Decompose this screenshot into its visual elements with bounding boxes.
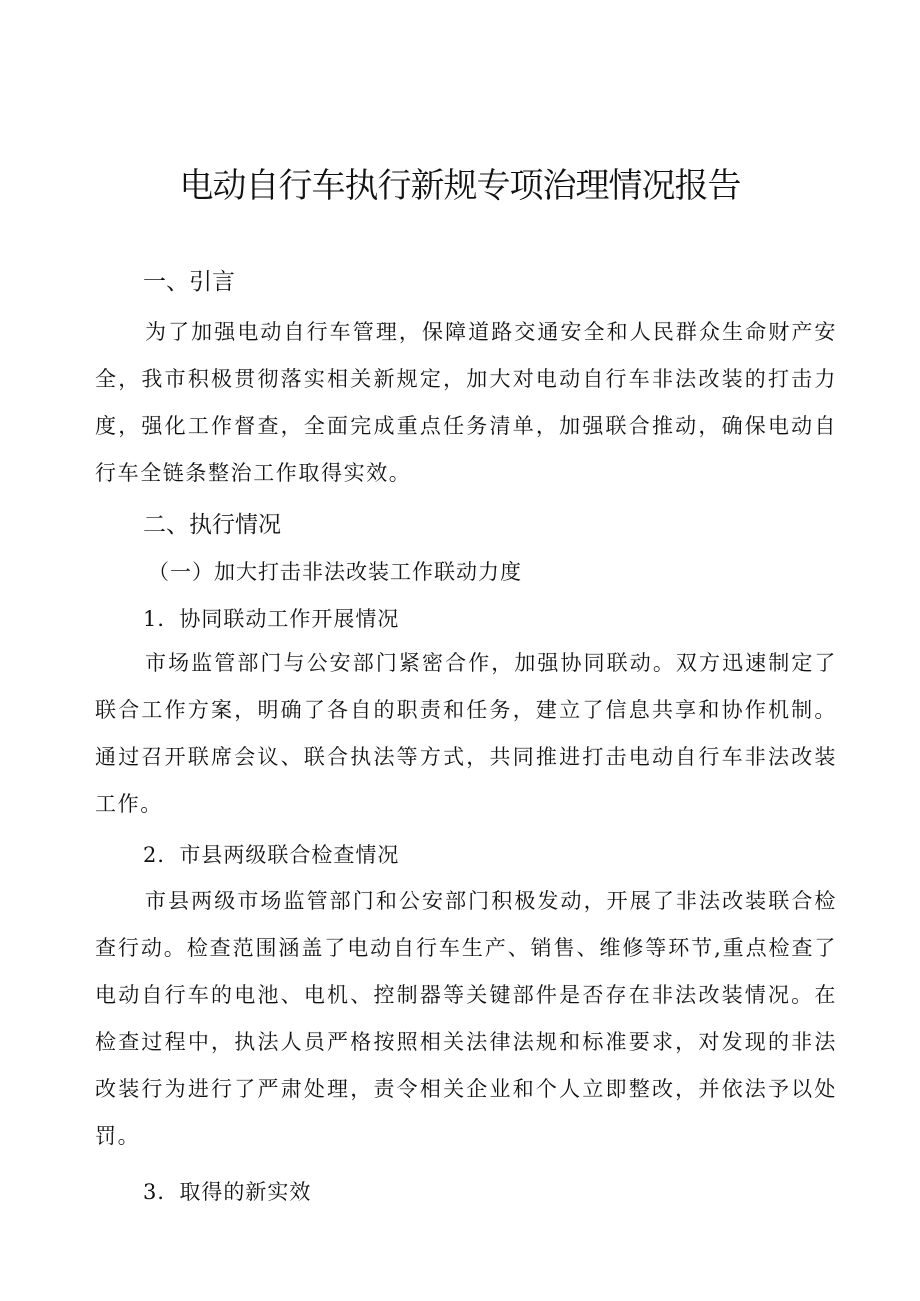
item-1-paragraph: 市场监管部门与公安部门紧密合作，加强协同联动。双方迅速制定了联合工作方案，明确了各自的职责和任务，建立了信息共享和协作机制。通过召开联席会议、联合执法等方式，共同推进打击电动自行车非法改装工作。 bbox=[95, 651, 837, 816]
subsection-heading-1: （一）加大打击非法改装工作联动力度 bbox=[148, 560, 522, 584]
item-heading-2: 2．市县两级联合检查情况 bbox=[143, 843, 400, 867]
item-heading-1: 1．协同联动工作开展情况 bbox=[143, 607, 400, 631]
intro-paragraph: 为了加强电动自行车管理，保障道路交通安全和人民群众生命财产安全，我市积极贯彻落实相关新规定，加大对电动自行车非法改装的打击力度，强化工作督查，全面完成重点任务清单，加强联合推动，确保电动自行车全链条整治工作取得实效。 bbox=[95, 320, 837, 485]
section-heading-intro: 一、引言 bbox=[143, 269, 235, 295]
document-title: 电动自行车执行新规专项治理情况报告 bbox=[179, 166, 741, 206]
section-heading-execution: 二、执行情况 bbox=[143, 512, 281, 538]
item-2-paragraph: 市县两级市场监管部门和公安部门积极发动，开展了非法改装联合检查行动。检查范围涵盖了电动自行车生产、销售、维修等环节,重点检查了电动自行车的电池、电机、控制器等关键部件是否存在非法改装情况。在检查过程中，执法人员严格按照相关法律法规和标准要求，对发现的非法改装行为进行了严肃处理，责令相关企业和个人立即整改，并依法予以处罚。 bbox=[95, 889, 837, 1148]
item-heading-3: 3．取得的新实效 bbox=[143, 1180, 312, 1204]
